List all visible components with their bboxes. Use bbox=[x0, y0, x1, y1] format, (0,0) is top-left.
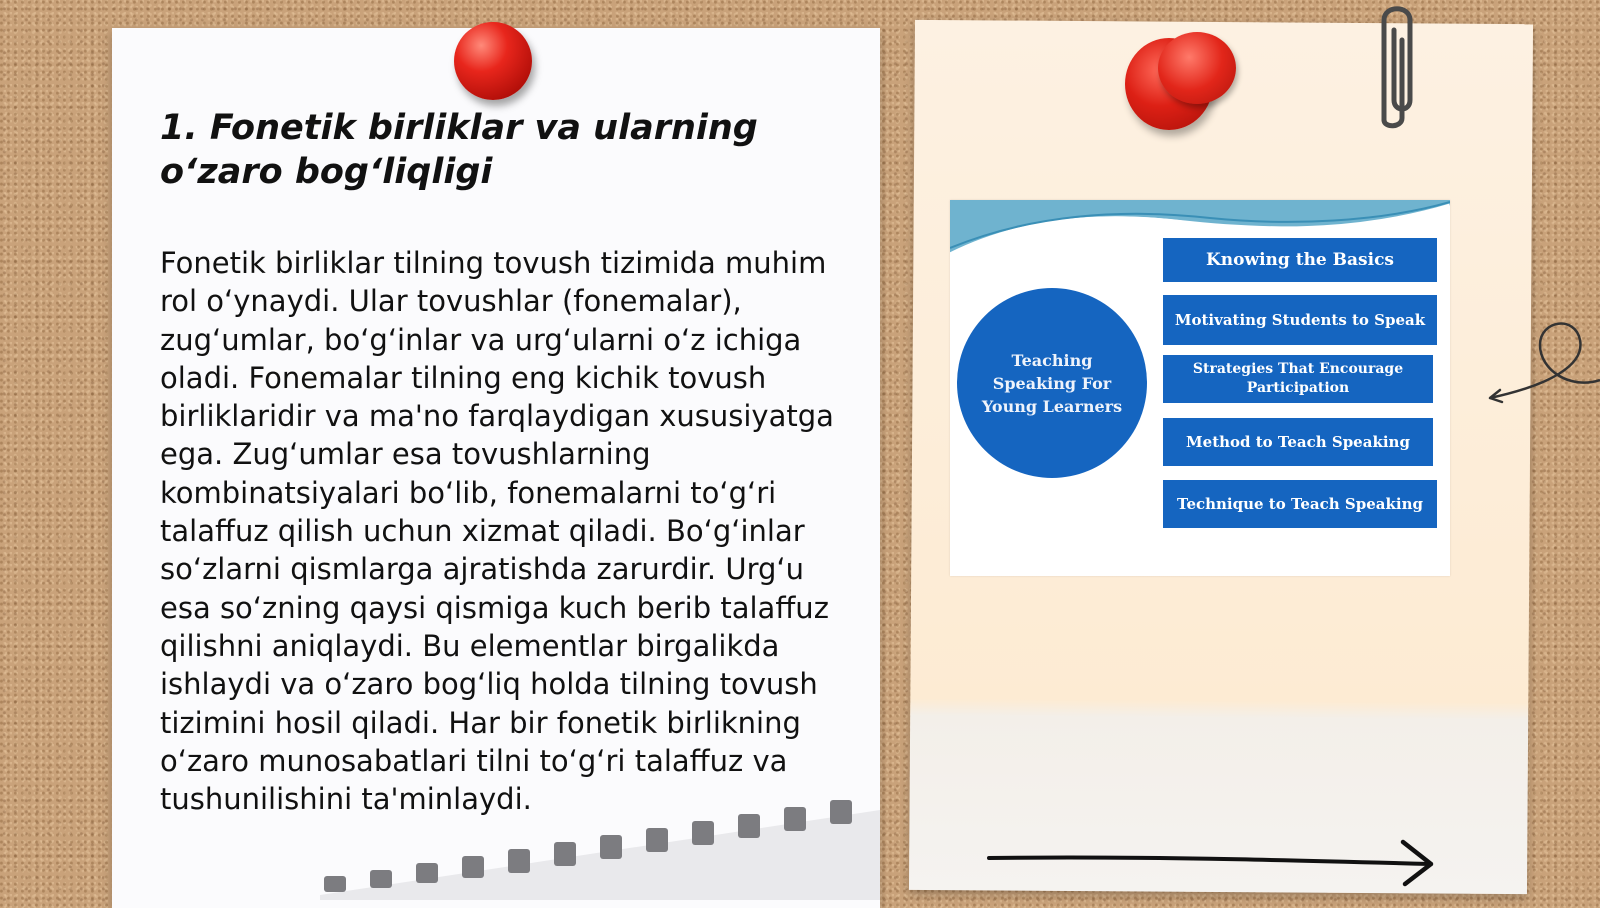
slide-thumbnail bbox=[950, 200, 1450, 576]
slide-item-technique[interactable]: Technique to Teach Speaking bbox=[1163, 480, 1437, 528]
slide-item-motivating-students[interactable]: Motivating Students to Speak bbox=[1163, 295, 1437, 345]
note-title: 1. Fonetik birliklar va ularning o‘zaro bog‘liqligi bbox=[160, 108, 758, 192]
slide-item-method[interactable]: Method to Teach Speaking bbox=[1163, 418, 1433, 466]
arrow-right-icon bbox=[985, 838, 1445, 888]
pushpin-icon bbox=[1158, 32, 1236, 104]
loop-doodle-icon bbox=[1480, 310, 1600, 410]
slide-item-strategies[interactable]: Strategies That Encourage Participation bbox=[1163, 355, 1433, 403]
note-body-text: Fonetik birliklar tilning tovush tizimida muhim rol o‘ynaydi. Ular tovushlar (fonemalar), zug‘umlar, bo‘g‘inlar va urg‘ularni o‘z ichiga oladi. Fonemalar tilning eng kichik tovush birliklaridir va ma'no farqlaydigan xususiyatga ega. Zug‘umlar esa tovushlarning kombinatsiyalari bo‘lib, fonemalarni to‘g‘ri talaffuz qilish uchun xizmat qiladi. Bo‘g‘inlar so‘zlarni qismlarga ajratishda zarurdir. Urg‘u esa so‘zning qaysi qismiga kuch berib talaffuz qilishni aniqlaydi. Bu elementlar birgalikda ishlaydi va o‘zaro bog‘liq holda tilning tovush tizimini hosil qiladi. Har bir fonetik birlikning o‘zaro munosabatlari tilni to‘g‘ri talaffuz va tushunilishini ta'minlaydi. bbox=[160, 246, 834, 817]
slide-item-knowing-basics[interactable]: Knowing the Basics bbox=[1163, 238, 1437, 282]
pushpin-icon bbox=[454, 22, 532, 100]
paperclip-icon bbox=[1372, 0, 1422, 130]
slide-center-circle: Teaching Speaking For Young Learners bbox=[957, 288, 1147, 478]
